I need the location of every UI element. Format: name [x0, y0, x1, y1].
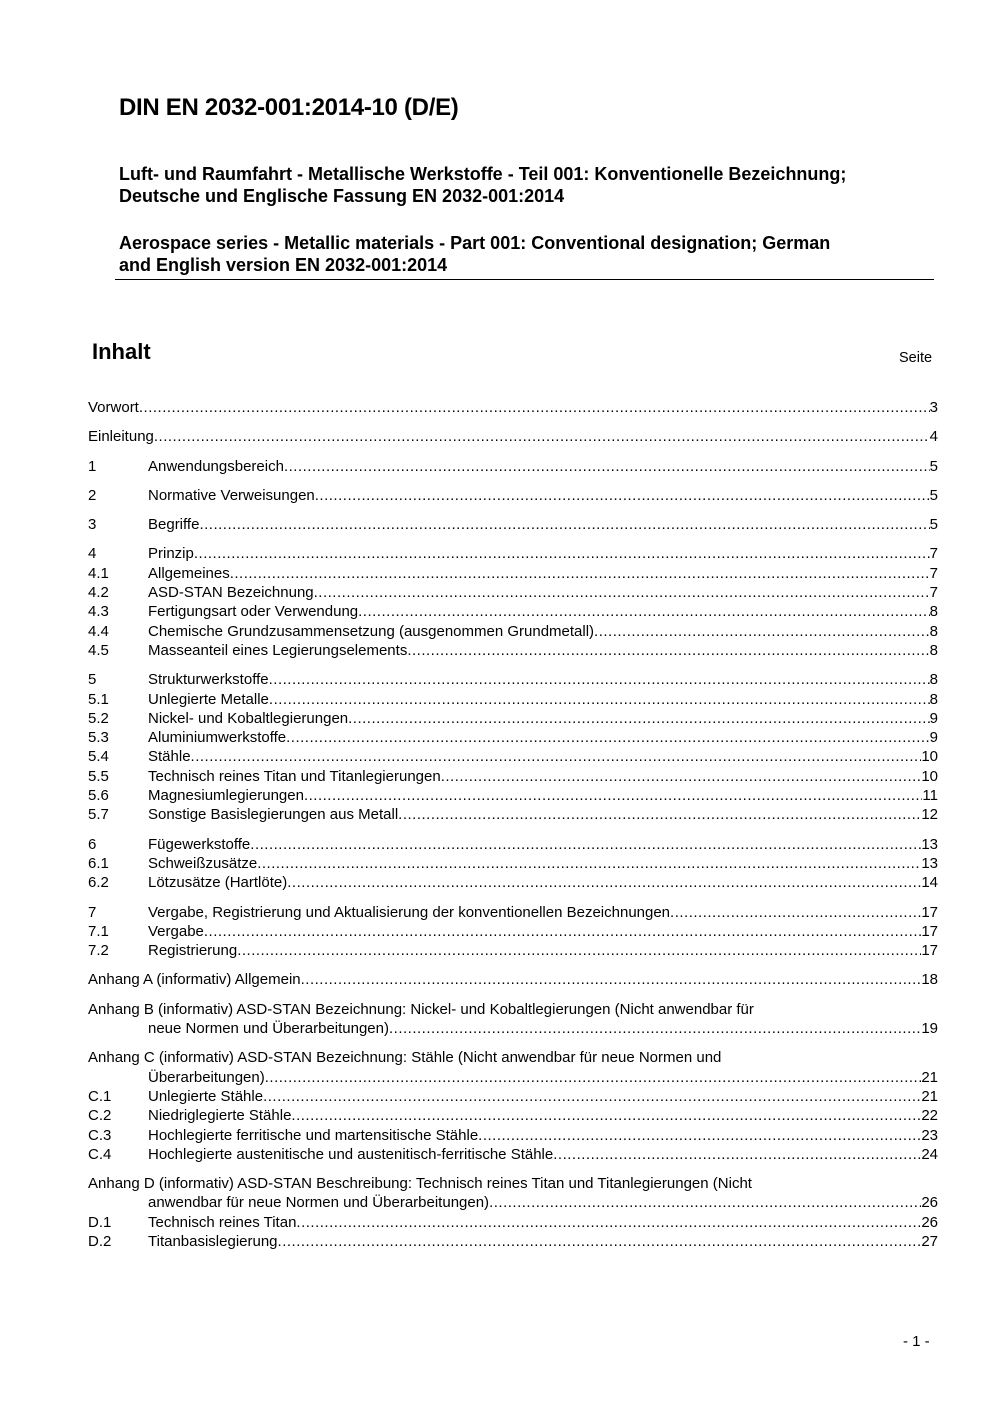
toc-entry-number: 4.1 — [88, 564, 109, 582]
toc-entry-title-line1: Anhang C (informativ) ASD-STAN Bezeichnung: Stähle (Nicht anwendbar für neue Normen und — [88, 1049, 722, 1067]
toc-entry-page: 5 — [929, 457, 938, 475]
toc-entry-row — [88, 564, 938, 583]
toc-entry-page: 13 — [921, 854, 938, 872]
toc-entry[interactable] — [88, 1087, 938, 1106]
toc-entry[interactable] — [88, 1000, 938, 1039]
toc-entry-number: 5.5 — [88, 767, 109, 785]
toc-entry-title: Unlegierte Metalle — [148, 690, 269, 708]
toc-entry-number: 5.4 — [88, 748, 109, 766]
toc-entry[interactable] — [88, 728, 938, 747]
document-title: DIN EN 2032-001:2014-10 (D/E) — [119, 94, 459, 121]
toc-entry-title: anwendbar für neue Normen und Überarbeitungen) — [148, 1194, 490, 1212]
toc-entry-number: 5.3 — [88, 729, 109, 747]
toc-entry-title: Vergabe — [148, 922, 204, 940]
toc-entry-row — [88, 805, 938, 824]
toc-leader-dots — [389, 1019, 921, 1038]
toc-leader-dots — [315, 486, 930, 505]
toc-entry[interactable] — [88, 690, 938, 709]
toc-entry-title: Technisch reines Titan — [148, 1213, 297, 1231]
toc-leader-dots — [670, 903, 921, 922]
toc-entry-row — [88, 709, 938, 728]
toc-entry-row — [88, 903, 938, 922]
toc-entry-title: Anwendungsbereich — [148, 457, 284, 475]
toc-entry-title: Prinzip — [148, 545, 194, 563]
toc-leader-dots — [291, 1106, 921, 1125]
toc-entry-page: 24 — [921, 1145, 938, 1163]
toc-entry-title: Masseanteil eines Legierungselements — [148, 641, 408, 659]
toc-entry-number: D.2 — [88, 1232, 112, 1250]
toc-entry-page: 10 — [921, 748, 938, 766]
toc-entry-row — [88, 622, 938, 641]
toc-leader-dots — [284, 457, 930, 476]
toc-entry-title: Stähle — [148, 748, 191, 766]
toc-leader-dots — [441, 767, 922, 786]
toc-entry-number: 4.3 — [88, 603, 109, 621]
toc-entry[interactable] — [88, 427, 938, 446]
toc-entry[interactable] — [88, 922, 938, 941]
toc-leader-dots — [278, 1232, 922, 1251]
toc-entry-number: 4 — [88, 545, 97, 563]
toc-entry-title-line1: Anhang B (informativ) ASD-STAN Bezeichnung: Nickel- und Kobaltlegierungen (Nicht anwendbar für — [88, 1000, 754, 1018]
toc-entry[interactable] — [88, 854, 938, 873]
toc-entry-title: Anhang A (informativ) Allgemein — [88, 971, 301, 989]
toc-heading: Inhalt — [92, 339, 151, 364]
toc-leader-dots — [191, 747, 922, 766]
toc-leader-dots — [265, 1068, 922, 1087]
toc-entry[interactable] — [88, 1174, 938, 1213]
toc-entry-page: 5 — [929, 516, 938, 534]
toc-entry-row — [88, 767, 938, 786]
toc-leader-dots — [594, 622, 930, 641]
toc-entry-number: 4.4 — [88, 622, 109, 640]
toc-leader-dots — [204, 922, 921, 941]
toc-entry-title: Nickel- und Kobaltlegierungen — [148, 709, 349, 727]
toc-leader-dots — [301, 970, 922, 989]
subtitle-german-line2: Deutsche und Englische Fassung EN 2032-001:2014 — [119, 186, 565, 206]
toc-entry-row — [88, 922, 938, 941]
toc-entry-title: Schweißzusätze — [148, 854, 258, 872]
toc-entry-title: Aluminiumwerkstoffe — [148, 729, 287, 747]
toc-entry-number: C.1 — [88, 1087, 112, 1105]
toc-entry[interactable] — [88, 970, 938, 989]
toc-entry-title: Einleitung — [88, 428, 154, 446]
toc-entry-title: Unlegierte Stähle — [148, 1087, 264, 1105]
toc-entry-number: D.1 — [88, 1213, 112, 1231]
toc-entry-title: Hochlegierte ferritische und martensitische Stähle — [148, 1126, 479, 1144]
toc-leader-dots — [237, 941, 921, 960]
toc-leader-dots — [230, 564, 930, 583]
toc-entry-page: 17 — [921, 922, 938, 940]
toc-entry-row — [88, 457, 938, 476]
toc-entry-row — [88, 854, 938, 873]
toc-entry-row — [88, 1145, 938, 1164]
toc-leader-dots — [348, 709, 930, 728]
toc-entry[interactable] — [88, 583, 938, 602]
toc-entry[interactable] — [88, 1145, 938, 1164]
toc-entry-page: 10 — [921, 767, 938, 785]
toc-entry-page: 14 — [921, 874, 938, 892]
table-of-contents — [88, 398, 938, 1251]
toc-entry-row — [88, 1087, 938, 1106]
toc-entry-page: 21 — [921, 1068, 938, 1086]
toc-entry-title: Lötzusätze (Hartlöte) — [148, 874, 288, 892]
toc-entry-row — [88, 670, 938, 689]
toc-entry-number: 5.1 — [88, 690, 109, 708]
toc-entry-row — [88, 641, 938, 660]
toc-entry[interactable] — [88, 641, 938, 660]
title-divider — [115, 279, 934, 280]
toc-entry-number: 5 — [88, 671, 97, 689]
toc-entry-row — [88, 515, 938, 534]
toc-entry-row — [88, 1193, 938, 1212]
toc-entry-row — [88, 1213, 938, 1232]
toc-entry-page: 26 — [921, 1213, 938, 1231]
toc-entry-title: Sonstige Basislegierungen aus Metall — [148, 806, 399, 824]
toc-entry-row — [88, 398, 938, 417]
toc-entry-number: 6.2 — [88, 874, 109, 892]
toc-entry-row — [88, 583, 938, 602]
toc-entry[interactable] — [88, 1232, 938, 1251]
toc-entry-number: 7 — [88, 903, 97, 921]
toc-leader-dots — [478, 1126, 921, 1145]
toc-entry-number: C.4 — [88, 1145, 112, 1163]
toc-entry[interactable] — [88, 767, 938, 786]
subtitle-english-line1: Aerospace series - Metallic materials - Part 001: Conventional designation; German — [119, 233, 831, 253]
toc-entry-row — [88, 1126, 938, 1145]
toc-entry-title: neue Normen und Überarbeitungen) — [148, 1020, 389, 1038]
toc-entry-row — [88, 873, 938, 892]
toc-entry-number: 5.6 — [88, 787, 109, 805]
toc-entry-number: 6.1 — [88, 854, 109, 872]
toc-entry-title: Titanbasislegierung — [148, 1232, 278, 1250]
toc-entry-page: 27 — [921, 1232, 938, 1250]
toc-entry-row — [88, 786, 938, 805]
toc-leader-dots — [199, 515, 929, 534]
toc-entry[interactable] — [88, 709, 938, 728]
subtitle-german-line1: Luft- und Raumfahrt - Metallische Werkstoffe - Teil 001: Konventionelle Bezeichnung; — [119, 164, 847, 184]
toc-entry-row — [88, 1232, 938, 1251]
toc-leader-dots — [139, 398, 930, 417]
toc-leader-dots — [314, 583, 930, 602]
toc-entry-page: 17 — [921, 942, 938, 960]
toc-leader-dots — [489, 1193, 921, 1212]
toc-leader-dots — [358, 602, 930, 621]
toc-entry-row — [88, 747, 938, 766]
toc-entry-number: C.2 — [88, 1107, 112, 1125]
toc-entry-page: 8 — [929, 622, 938, 640]
toc-entry-page: 8 — [929, 603, 938, 621]
toc-entry-title: Überarbeitungen) — [148, 1068, 265, 1086]
subtitle-english — [119, 232, 939, 276]
toc-entry[interactable] — [88, 805, 938, 824]
toc-entry[interactable] — [88, 602, 938, 621]
toc-entry[interactable] — [88, 670, 938, 689]
toc-entry-title: Fertigungsart oder Verwendung — [148, 603, 359, 621]
toc-entry-page: 23 — [921, 1126, 938, 1144]
toc-leader-dots — [269, 690, 930, 709]
toc-entry[interactable] — [88, 1213, 938, 1232]
toc-leader-dots — [154, 427, 930, 446]
toc-entry-row — [88, 1068, 938, 1087]
toc-entry-page: 8 — [929, 671, 938, 689]
toc-entry-page: 9 — [929, 729, 938, 747]
toc-entry-page: 22 — [921, 1107, 938, 1125]
toc-entry-title: Chemische Grundzusammensetzung (ausgenommen Grundmetall) — [148, 622, 595, 640]
toc-leader-dots — [287, 873, 921, 892]
toc-leader-dots — [398, 805, 921, 824]
toc-entry[interactable] — [88, 1126, 938, 1145]
toc-entry-row — [88, 970, 938, 989]
toc-entry[interactable] — [88, 564, 938, 583]
toc-entry[interactable] — [88, 903, 938, 922]
toc-entry-title: Vergabe, Registrierung und Aktualisierung der konventionellen Bezeichnungen — [148, 903, 671, 921]
toc-entry[interactable] — [88, 747, 938, 766]
toc-entry-page: 18 — [921, 971, 938, 989]
toc-entry[interactable] — [88, 1048, 938, 1087]
toc-entry[interactable] — [88, 786, 938, 805]
toc-leader-dots — [407, 641, 929, 660]
toc-entry-number: C.3 — [88, 1126, 112, 1144]
toc-entry[interactable] — [88, 835, 938, 854]
toc-entry[interactable] — [88, 544, 938, 563]
toc-entry-row — [88, 1019, 938, 1038]
toc-entry-row — [88, 941, 938, 960]
toc-entry-page: 7 — [929, 545, 938, 563]
toc-entry-number: 4.2 — [88, 584, 109, 602]
toc-entry-number: 1 — [88, 457, 97, 475]
toc-entry-number: 7.1 — [88, 922, 109, 940]
toc-entry[interactable] — [88, 486, 938, 505]
toc-entry[interactable] — [88, 515, 938, 534]
subtitle-german — [119, 163, 939, 207]
toc-entry[interactable] — [88, 622, 938, 641]
toc-entry-title: Begriffe — [148, 516, 200, 534]
toc-entry-number: 6 — [88, 835, 97, 853]
toc-entry-page: 17 — [921, 903, 938, 921]
toc-entry-page: 13 — [921, 835, 938, 853]
toc-leader-dots — [286, 728, 930, 747]
toc-entry-page: 7 — [929, 584, 938, 602]
toc-entry-page: 19 — [921, 1020, 938, 1038]
toc-entry-page: 26 — [921, 1194, 938, 1212]
toc-entry-number: 5.2 — [88, 709, 109, 727]
subtitle-english-line2: and English version EN 2032-001:2014 — [119, 255, 448, 275]
toc-entry-page: 8 — [929, 690, 938, 708]
toc-leader-dots — [553, 1145, 921, 1164]
toc-entry[interactable] — [88, 457, 938, 476]
toc-entry-row — [88, 602, 938, 621]
toc-entry-row — [88, 835, 938, 854]
toc-entry-title: Niedriglegierte Stähle — [148, 1107, 292, 1125]
toc-entry-title-line1: Anhang D (informativ) ASD-STAN Beschreibung: Technisch reines Titan und Titanlegierungen (Nicht — [88, 1175, 752, 1193]
toc-entry-row — [88, 427, 938, 446]
toc-entry-title: Magnesiumlegierungen — [148, 787, 304, 805]
toc-entry-number: 3 — [88, 516, 97, 534]
toc-entry-number: 4.5 — [88, 641, 109, 659]
toc-leader-dots — [304, 786, 922, 805]
toc-entry-number: 5.7 — [88, 806, 109, 824]
toc-entry-page: 8 — [929, 641, 938, 659]
page-number: - 1 - — [903, 1333, 930, 1350]
toc-entry-page: 9 — [929, 709, 938, 727]
toc-leader-dots — [250, 835, 921, 854]
toc-entry-page: 3 — [929, 399, 938, 416]
toc-entry-row — [88, 728, 938, 747]
toc-entry-title: ASD-STAN Bezeichnung — [148, 584, 314, 602]
toc-entry-title: Fügewerkstoffe — [148, 835, 251, 853]
toc-entry-page: 7 — [929, 564, 938, 582]
toc-entry-page: 12 — [921, 806, 938, 824]
toc-entry-row — [88, 690, 938, 709]
toc-entry[interactable] — [88, 941, 938, 960]
toc-entry-number: 7.2 — [88, 942, 109, 960]
toc-entry-page: 4 — [929, 428, 938, 446]
toc-entry-row — [88, 1106, 938, 1125]
toc-entry-page: 11 — [922, 787, 938, 805]
toc-entry-row — [88, 486, 938, 505]
toc-entry-number: 2 — [88, 486, 97, 504]
toc-leader-dots — [269, 670, 930, 689]
toc-entry[interactable] — [88, 398, 938, 417]
toc-entry-title: Vorwort — [88, 399, 139, 416]
toc-entry-page: 5 — [929, 486, 938, 504]
toc-entry[interactable] — [88, 873, 938, 892]
toc-entry-page: 21 — [921, 1087, 938, 1105]
toc-entry-title: Strukturwerkstoffe — [148, 671, 269, 689]
toc-entry-row — [88, 544, 938, 563]
toc-entry-title: Allgemeines — [148, 564, 230, 582]
page-column-label: Seite — [899, 350, 933, 366]
toc-leader-dots — [263, 1087, 921, 1106]
toc-leader-dots — [257, 854, 921, 873]
toc-entry[interactable] — [88, 1106, 938, 1125]
toc-entry-title: Normative Verweisungen — [148, 486, 315, 504]
toc-entry-title: Technisch reines Titan und Titanlegierungen — [148, 767, 441, 785]
toc-leader-dots — [194, 544, 930, 563]
toc-leader-dots — [296, 1213, 921, 1232]
toc-entry-title: Registrierung — [148, 942, 238, 960]
toc-entry-title: Hochlegierte austenitische und austenitisch-ferritische Stähle — [148, 1145, 554, 1163]
